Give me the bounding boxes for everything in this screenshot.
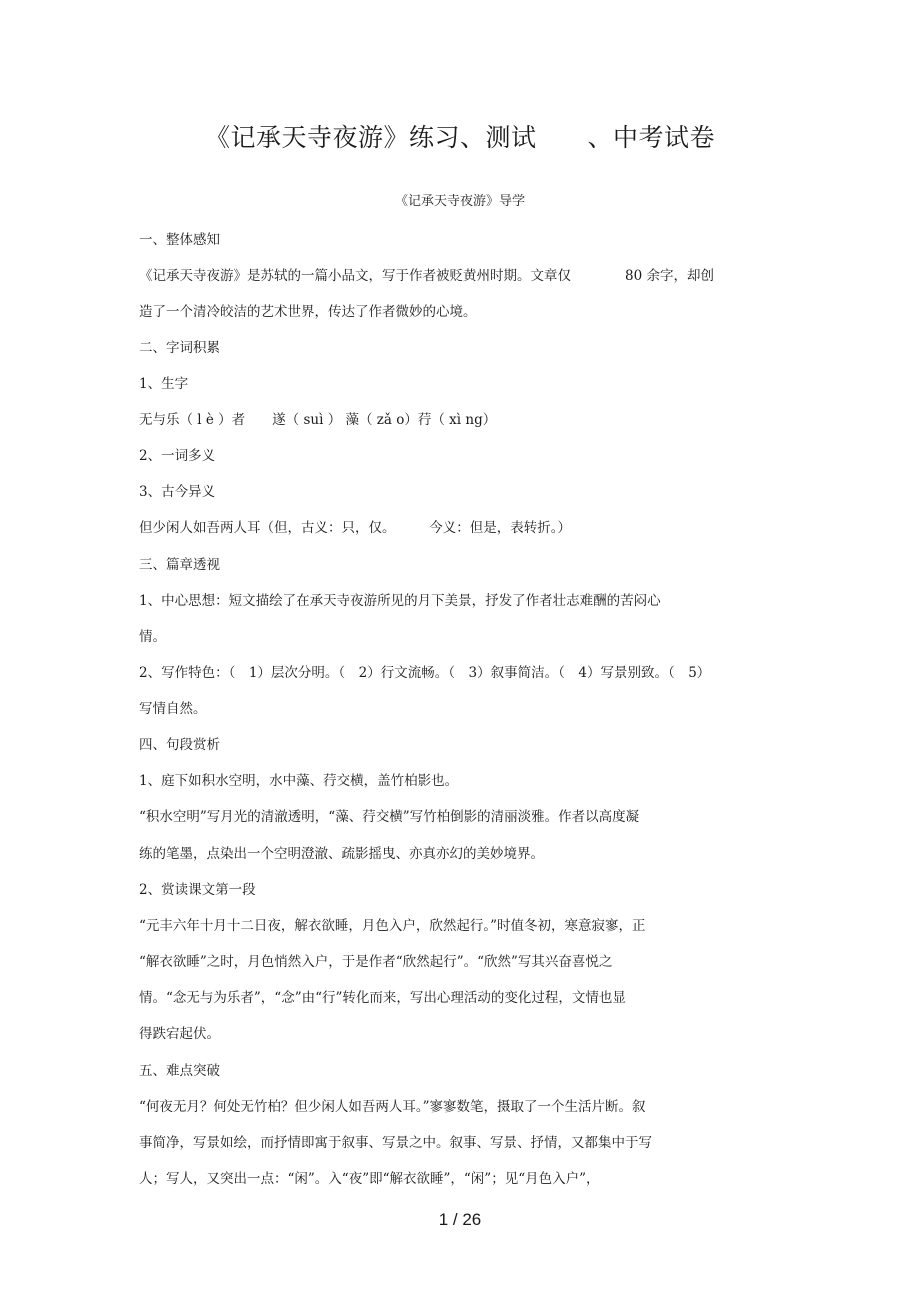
subsection-heading: 3、古今异义 [139, 484, 216, 500]
paragraph-line: 人；写人，又突出一点：“闲”。入“夜”即“解衣欲睡”，“闲”；见“月色入户”， [139, 1171, 600, 1187]
paragraph-line: 情。 [139, 629, 166, 645]
paragraph-line: “解衣欲睡”之时，月色悄然入户，于是作者“欣然起行”。“欣然”写其兴奋喜悦之 [139, 954, 613, 970]
section-heading: 一、整体感知 [139, 232, 220, 248]
paragraph-line: 无与乐（ l è ）者 遂（ suì ） 藻（ zǎ o）荇（ xì ng） [139, 412, 497, 428]
paragraph-line: 但少闲人如吾两人耳（但，古义：只，仅。 今义：但是，表转折。） [139, 520, 571, 536]
paragraph-line: 得跌宕起伏。 [139, 1026, 220, 1042]
document-title: 《记承天寺夜游》练习、测试 、中考试卷 [204, 123, 715, 152]
paragraph-line: 造了一个清冷皎洁的艺术世界，传达了作者微妙的心境。 [139, 304, 477, 320]
section-heading: 三、篇章透视 [139, 557, 220, 573]
document-subtitle: 《记承天寺夜游》导学 [394, 194, 525, 209]
paragraph-line: 事简净，写景如绘，而抒情即寓于叙事、写景之中。叙事、写景、抒情，又都集中于写 [139, 1135, 652, 1151]
section-heading: 二、字词积累 [139, 340, 220, 356]
paragraph-line: “元丰六年十月十二日夜，解衣欲睡，月色入户，欣然起行。”时值冬初，寒意寂寥，正 [139, 918, 646, 934]
paragraph-line: 1、中心思想：短文描绘了在承天寺夜游所见的月下美景，抒发了作者壮志难酬的苦闷心 [139, 593, 661, 609]
section-heading: 五、难点突破 [139, 1063, 220, 1079]
section-heading: 四、句段赏析 [139, 737, 220, 753]
subsection-heading: 2、赏读课文第一段 [139, 882, 256, 898]
subsection-heading: 1、生字 [139, 376, 189, 392]
paragraph-line: 《记承天寺夜游》是苏轼的一篇小品文，写于作者被贬黄州时期。文章仅 80 余字，却创 [139, 268, 714, 284]
paragraph-line: 写情自然。 [139, 701, 207, 717]
subsection-heading: 1、庭下如积水空明，水中藻、荇交横，盖竹柏影也。 [139, 773, 459, 789]
paragraph-line: 情。“念无与为乐者”，“念”由“行”转化而来，写出心理活动的变化过程，文情也显 [139, 990, 626, 1006]
paragraph-line: “积水空明”写月光的清澈透明，“藻、荇交横”写竹柏倒影的清丽淡雅。作者以高度凝 [139, 809, 640, 825]
paragraph-line: 练的笔墨，点染出一个空明澄澈、疏影摇曳、亦真亦幻的美妙境界。 [139, 846, 544, 862]
subsection-heading: 2、一词多义 [139, 448, 216, 464]
page-indicator: 1 / 26 [438, 1210, 482, 1229]
paragraph-line: 2、写作特色：（ 1）层次分明。（ 2）行文流畅。（ 3）叙事简洁。（ 4）写景别致。（ 5） [139, 665, 711, 681]
paragraph-line: “何夜无月？何处无竹柏？但少闲人如吾两人耳。”寥寥数笔，摄取了一个生活片断。叙 [139, 1099, 646, 1115]
